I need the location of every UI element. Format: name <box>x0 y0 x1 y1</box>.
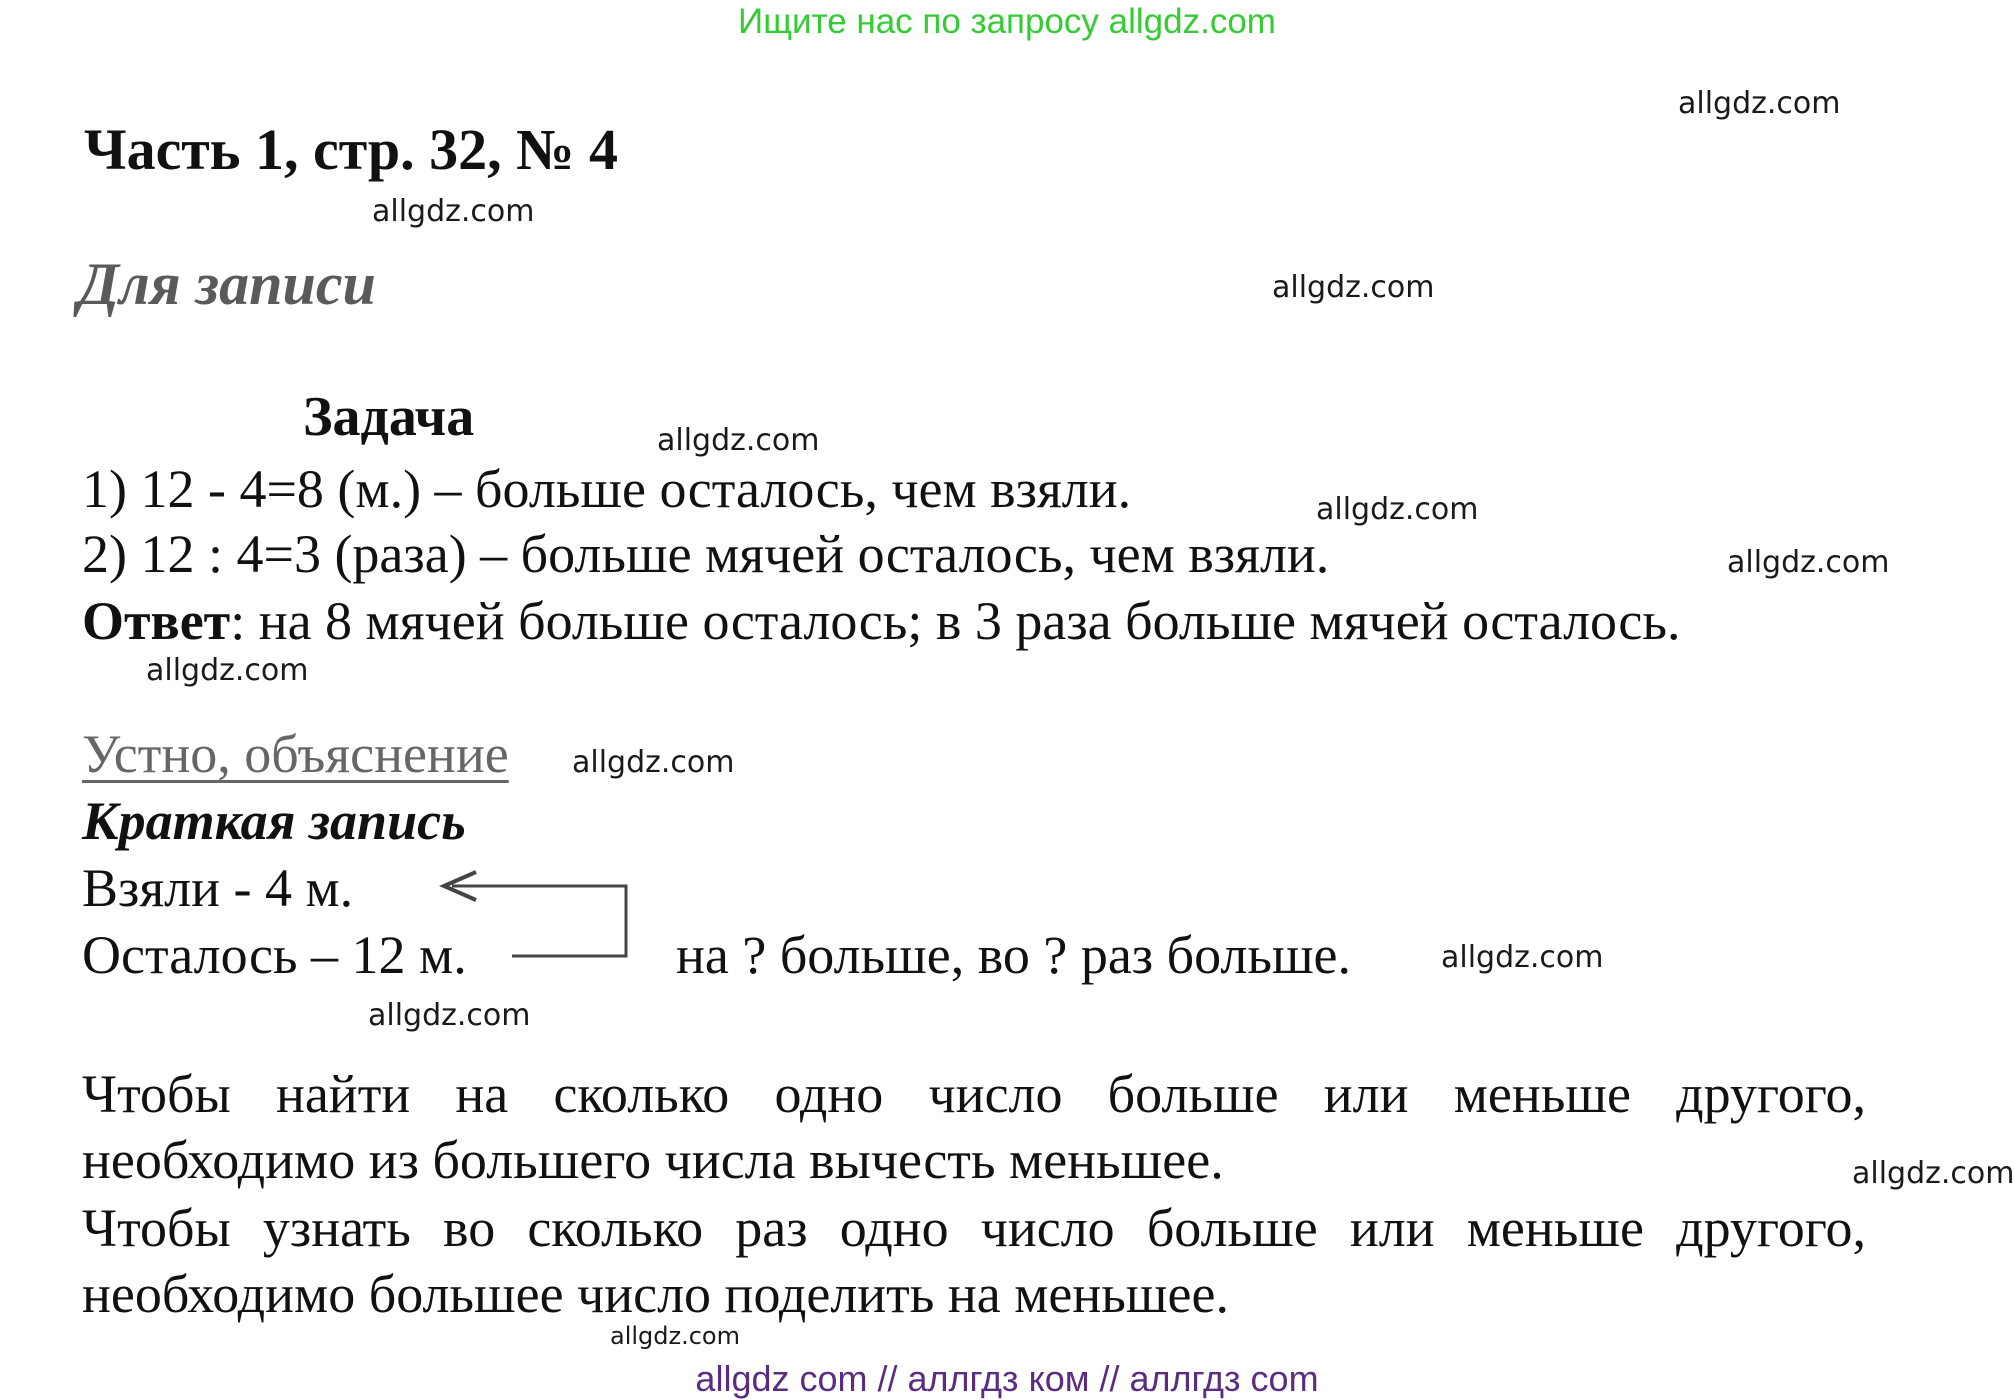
top-banner: Ищите нас по запросу allgdz.com <box>738 2 1276 41</box>
answer-label: Ответ <box>82 591 231 651</box>
page-title: Часть 1, стр. 32, № 4 <box>84 117 618 182</box>
answer-line <box>82 588 1680 654</box>
section-label: Для записи <box>78 251 376 317</box>
solution-step-2: 2) 12 : 4=3 (раза) – больше мячей осталось, чем взяли. <box>82 524 1330 584</box>
watermark: allgdz.com <box>1272 270 1435 305</box>
short-record-left: Осталось – 12 м. <box>82 925 467 985</box>
watermark: allgdz.com <box>372 194 535 229</box>
watermark: allgdz.com <box>1727 545 1890 580</box>
short-record-question: на ? больше, во ? раз больше. <box>676 925 1351 985</box>
oral-explanation-label: Устно, объяснение <box>82 724 509 784</box>
watermark: allgdz.com <box>657 423 820 458</box>
explanation-difference-line-1: Чтобы найти на сколько одно число больше или меньше другого, <box>82 1064 1866 1124</box>
solution-step-1: 1) 12 - 4=8 (м.) – больше осталось, чем взяли. <box>82 459 1132 519</box>
explanation-difference-line-2: необходимо из большего числа вычесть меньшее. <box>82 1130 1224 1190</box>
watermark: allgdz.com <box>146 653 309 688</box>
short-record-took: Взяли - 4 м. <box>82 858 354 918</box>
watermark: allgdz.com <box>572 745 735 780</box>
watermark: allgdz.com <box>1852 1156 2014 1191</box>
watermark: allgdz.com <box>610 1322 740 1350</box>
watermark: allgdz.com <box>1441 940 1604 975</box>
short-record-title: Краткая запись <box>82 791 466 851</box>
task-heading: Задача <box>303 386 475 448</box>
watermark: allgdz.com <box>368 998 531 1033</box>
comparison-arrow <box>430 868 630 968</box>
explanation-ratio-line-1: Чтобы узнать во сколько раз одно число больше или меньше другого, <box>82 1198 1866 1258</box>
watermark: allgdz.com <box>1678 86 1841 121</box>
bottom-banner: allgdz com // аллгдз ком // аллгдз com <box>695 1358 1319 1399</box>
watermark: allgdz.com <box>1316 492 1479 527</box>
explanation-ratio-line-2: необходимо большее число поделить на меньшее. <box>82 1264 1229 1324</box>
answer-text: : на 8 мячей больше осталось; в 3 раза больше мячей осталось. <box>230 591 1681 651</box>
